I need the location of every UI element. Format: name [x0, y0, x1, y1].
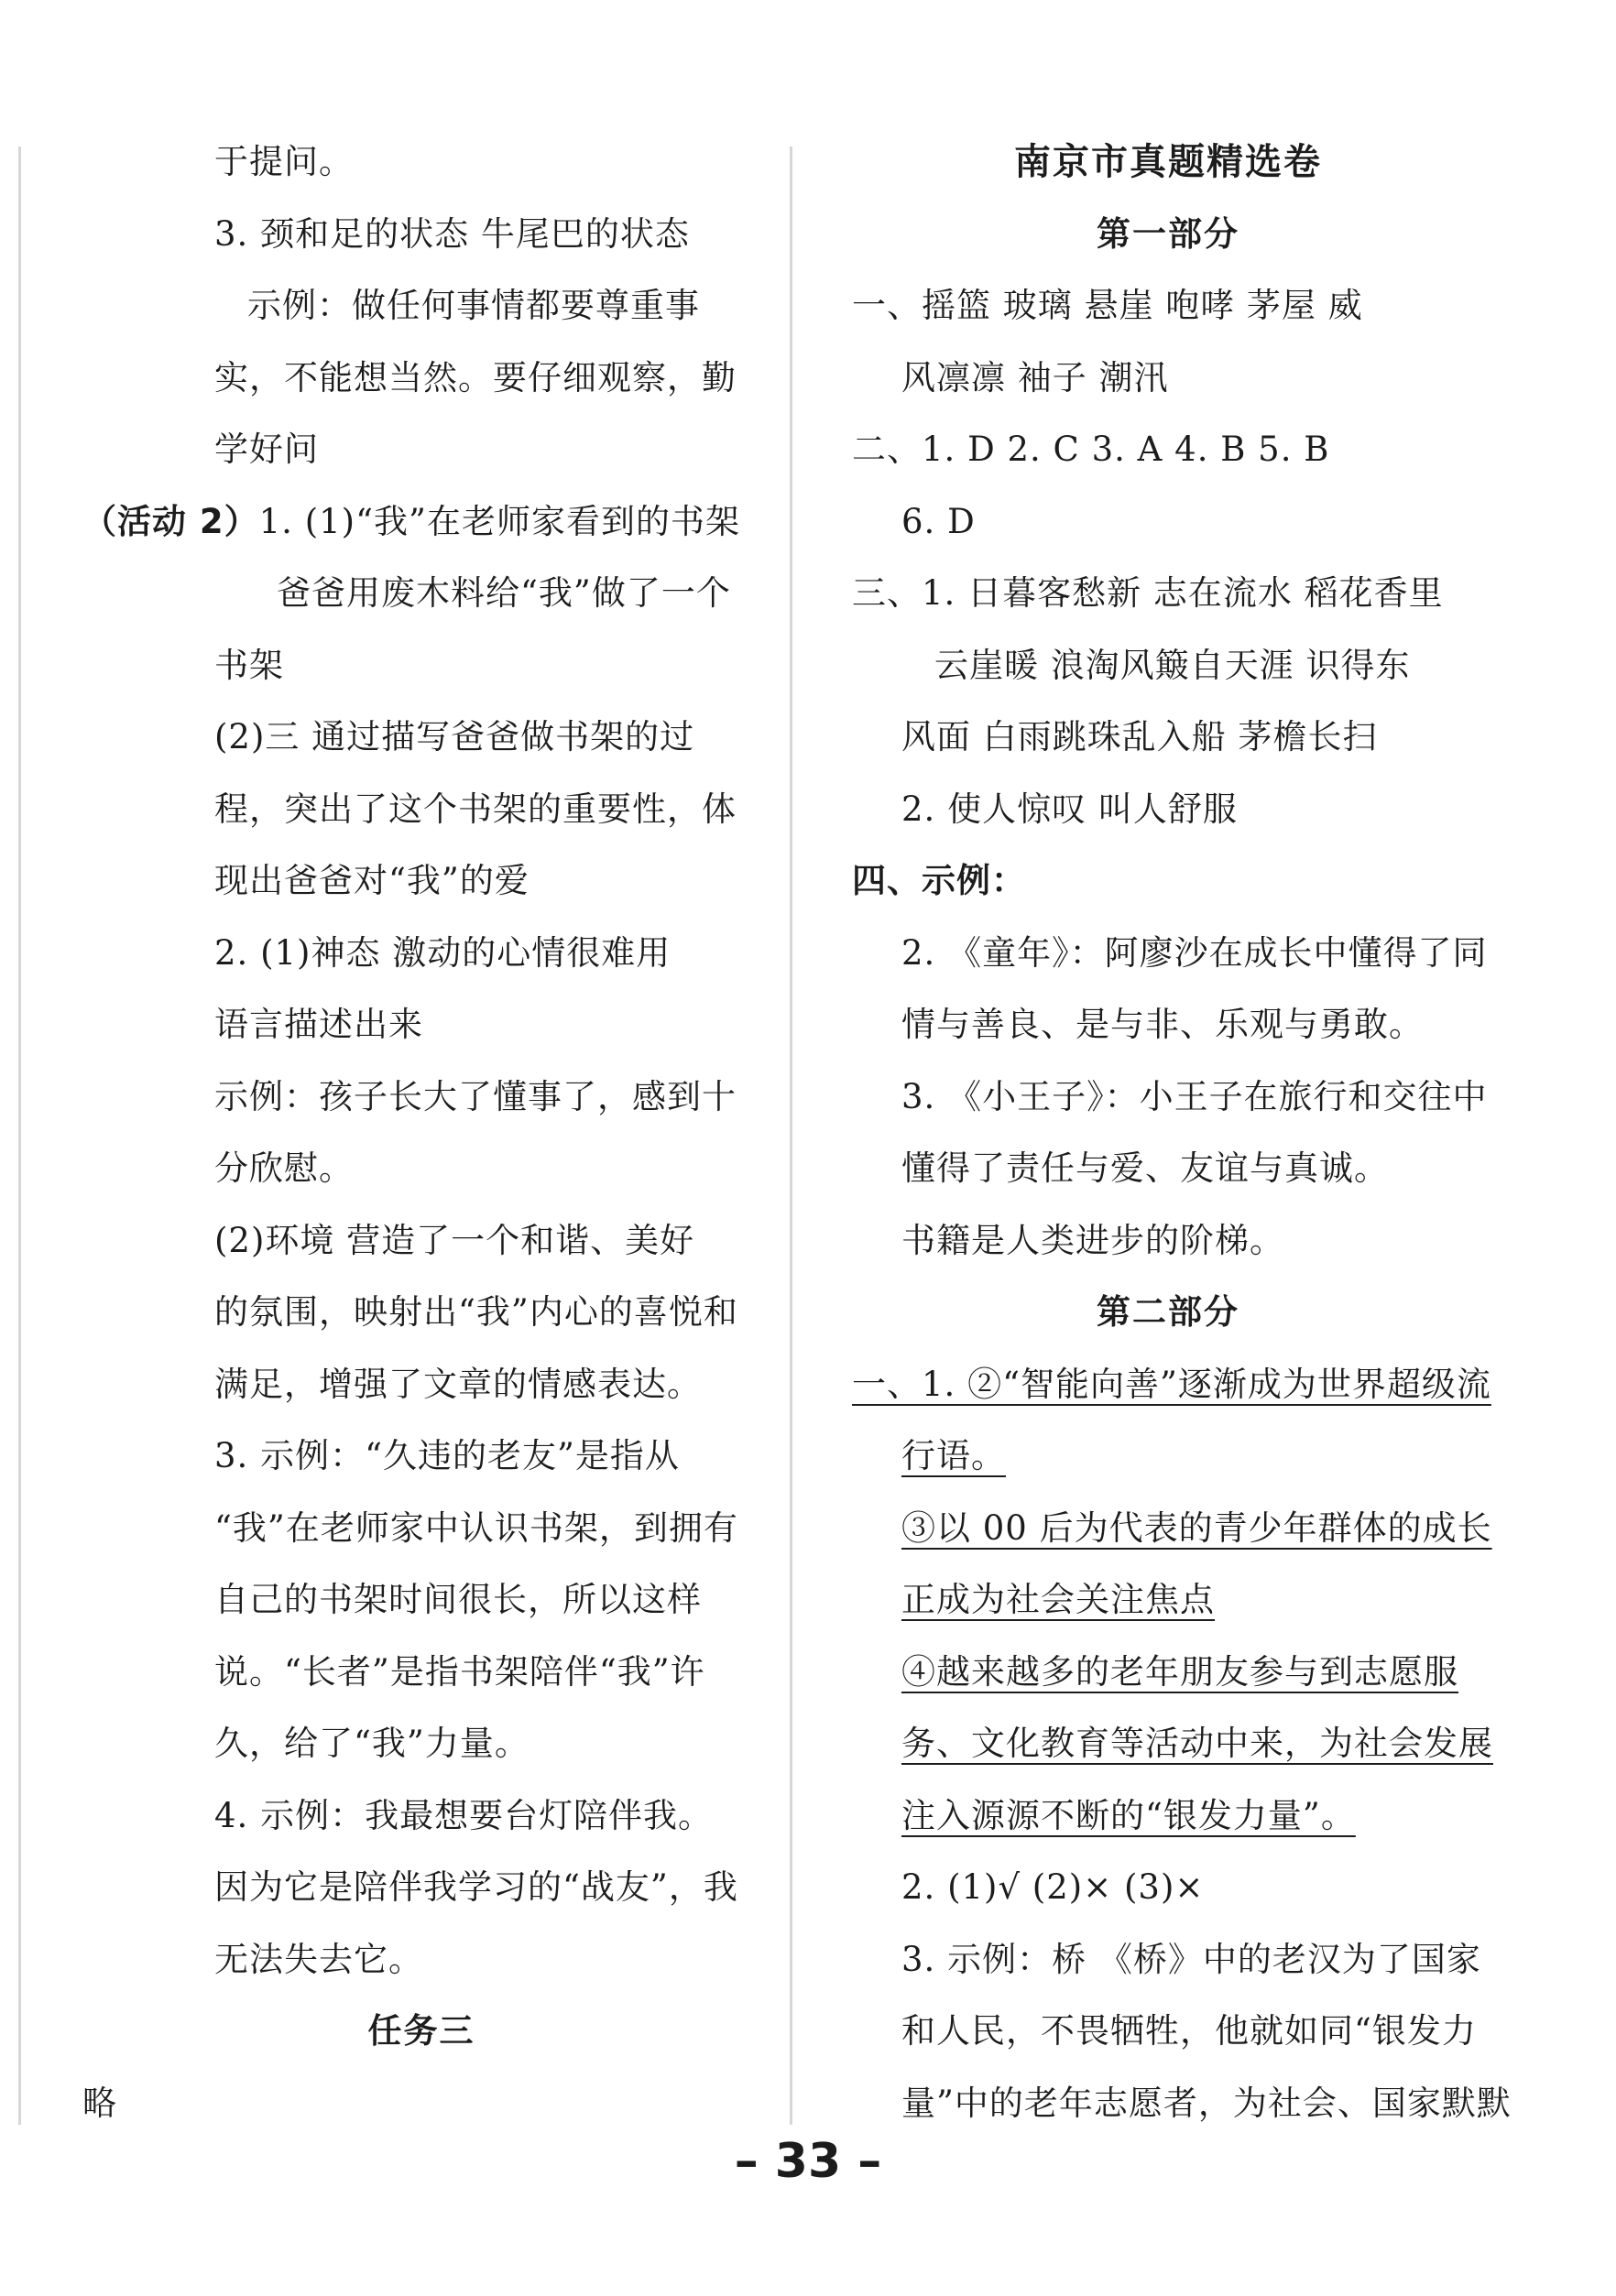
left-line	[82, 558, 760, 630]
left-line	[82, 774, 760, 846]
right-text: 2. 《童年》：阿廖沙在成长中懂得了同	[901, 932, 1488, 973]
right-text: 量”中的老年志愿者，为社会、国家默默	[901, 2083, 1512, 2123]
left-text: 语言描述出来	[214, 1005, 423, 1044]
left-text: 于提问。	[214, 142, 354, 181]
left-text: (2)环境 营造了一个和谐、美好	[214, 1220, 695, 1260]
right-heading	[852, 1277, 1484, 1349]
right-line	[852, 486, 1484, 559]
right-text: 行语。	[901, 1436, 1006, 1475]
right-line	[852, 1996, 1484, 2068]
right-line	[852, 270, 1484, 343]
right-text: 一、1. ②“智能向善”逐渐成为世界超级流	[852, 1364, 1491, 1404]
left-text: 学好问	[214, 430, 319, 469]
right-line	[852, 630, 1484, 702]
right-line	[852, 1420, 1484, 1493]
right-line	[852, 414, 1484, 486]
left-text: 4. 示例：我最想要台灯陪伴我。	[214, 1795, 714, 1835]
right-line	[852, 1564, 1484, 1637]
right-text: 正成为社会关注焦点	[901, 1580, 1215, 1619]
left-text: 示例：孩子长大了懂事了，感到十	[214, 1076, 737, 1116]
right-text: 书籍是人类进步的阶梯。	[901, 1220, 1284, 1260]
right-text: 情与善良、是与非、乐观与勇敢。	[901, 1005, 1424, 1044]
right-text: 3. 《小王子》：小王子在旅行和交往中	[901, 1076, 1488, 1116]
left-column	[82, 126, 760, 2139]
right-text: 一、摇篮 玻璃 悬崖 咆哮 茅屋 威	[852, 286, 1363, 325]
left-text: “我”在老师家中认识书架，到拥有	[214, 1507, 738, 1548]
left-line	[82, 1708, 760, 1780]
left-text: 现出爸爸对“我”的爱	[214, 861, 530, 900]
right-line	[852, 1493, 1492, 1565]
left-line	[82, 1061, 760, 1134]
right-text: 南京市真题精选卷	[1014, 141, 1322, 183]
left-text: 的氛围，映射出“我”内心的喜悦和	[214, 1292, 738, 1332]
left-line	[82, 989, 760, 1061]
left-line	[82, 1852, 760, 1924]
right-text: 和人民，不畏牺牲，他就如同“银发力	[901, 2011, 1477, 2051]
right-text: 2. (1)√ (2)× (3)×	[901, 1867, 1205, 1907]
left-line	[82, 1277, 760, 1349]
left-line	[82, 1780, 760, 1853]
right-line	[852, 774, 1484, 846]
left-text: 实，不能想当然。要仔细观察，勤	[214, 357, 737, 397]
left-text: 示例：做任何事情都要尊重事	[247, 286, 700, 325]
left-line	[82, 270, 760, 343]
left-line	[82, 1564, 760, 1637]
right-text: 懂得了责任与爱、友谊与真诚。	[901, 1148, 1389, 1188]
left-text: 2. (1)神态 激动的心情很难用	[214, 932, 672, 973]
left-text: 爸爸用废木料给“我”做了一个	[277, 573, 731, 613]
right-line	[852, 1349, 1491, 1421]
left-line	[82, 1205, 760, 1278]
left-text: 1. (1)“我”在老师家看到的书架	[258, 501, 740, 541]
right-line	[852, 989, 1484, 1061]
right-line	[852, 702, 1484, 774]
right-text: 6. D	[901, 501, 976, 541]
right-line	[852, 343, 1484, 415]
left-text: 程，突出了这个书架的重要性，体	[214, 789, 737, 829]
left-text: 任务三	[367, 2011, 475, 2051]
right-text: 二、1. D 2. C 3. A 4. B 5. B	[852, 430, 1330, 469]
right-text: 务、文化教育等活动中来，为社会发展	[901, 1724, 1493, 1763]
right-heading	[852, 126, 1484, 199]
right-text: 注入源源不断的“银发力量”。	[901, 1795, 1356, 1835]
left-line	[82, 126, 760, 199]
left-text: 无法失去它。	[214, 1939, 423, 1979]
right-text: 2. 使人惊叹 叫人舒服	[901, 789, 1238, 829]
left-line	[82, 1420, 760, 1493]
right-text: 第二部分	[1097, 1292, 1239, 1332]
right-text: 3. 示例：桥 《桥》中的老汉为了国家	[901, 1939, 1481, 1979]
left-line	[82, 1924, 760, 1997]
right-line	[852, 1061, 1488, 1134]
left-text: 因为它是陪伴我学习的“战友”，我	[214, 1867, 738, 1907]
left-line	[82, 414, 760, 486]
left-line	[82, 2068, 760, 2140]
left-text: 自己的书架时间很长，所以这样	[214, 1580, 702, 1619]
left-text: 3. 示例：“久违的老友”是指从	[214, 1436, 680, 1475]
left-text: 说。“长者”是指书架陪伴“我”许	[214, 1651, 705, 1692]
right-line	[852, 1780, 1484, 1853]
left-line	[82, 1637, 760, 1709]
left-line	[82, 1493, 760, 1565]
right-line	[852, 1205, 1484, 1278]
left-text: 书架	[214, 645, 284, 685]
left-text: 3. 颈和足的状态 牛尾巴的状态	[214, 213, 690, 254]
right-text: 风凛凛 袖子 潮汛	[901, 357, 1169, 397]
left-line	[82, 486, 760, 559]
left-line	[82, 343, 760, 415]
right-line	[852, 918, 1488, 990]
column-divider	[790, 147, 792, 2125]
right-heading	[852, 199, 1484, 271]
right-text: 第一部分	[1097, 213, 1239, 254]
right-line	[852, 2068, 1512, 2140]
left-line	[82, 918, 760, 990]
right-line	[852, 845, 1484, 918]
right-line	[852, 558, 1484, 630]
left-line	[82, 630, 760, 702]
left-line	[82, 845, 760, 918]
right-text: 云崖暖 浪淘风簸自天涯 识得东	[934, 645, 1411, 685]
right-line	[852, 1133, 1484, 1205]
left-text: 略	[82, 2083, 117, 2123]
right-text: ③以 00 后为代表的青少年群体的成长	[901, 1507, 1492, 1548]
right-line	[852, 1924, 1484, 1997]
left-line	[82, 702, 760, 774]
page-number: – 33 –	[734, 2134, 882, 2189]
left-text: (2)三 通过描写爸爸做书架的过	[214, 717, 695, 756]
left-line	[82, 1133, 760, 1205]
right-text: 风面 白雨跳珠乱入船 茅檐长扫	[901, 717, 1378, 756]
left-heading	[82, 1996, 760, 2068]
right-column	[852, 126, 1512, 2139]
activity-tag: （活动 2）	[82, 501, 259, 541]
left-line	[82, 199, 760, 271]
right-line	[852, 1637, 1484, 1709]
left-text: 满足，增强了文章的情感表达。	[214, 1364, 702, 1404]
right-text: ④越来越多的老年朋友参与到志愿服	[901, 1651, 1458, 1692]
right-line	[852, 1852, 1484, 1924]
right-text: 四、示例：	[852, 861, 1026, 900]
right-text: 三、1. 日暮客愁新 志在流水 稻花香里	[852, 573, 1444, 613]
left-line	[82, 1349, 760, 1421]
left-text: 久，给了“我”力量。	[214, 1724, 530, 1763]
right-line	[852, 1708, 1493, 1780]
left-text: 分欣慰。	[214, 1148, 354, 1188]
left-margin-rule	[18, 147, 21, 2125]
